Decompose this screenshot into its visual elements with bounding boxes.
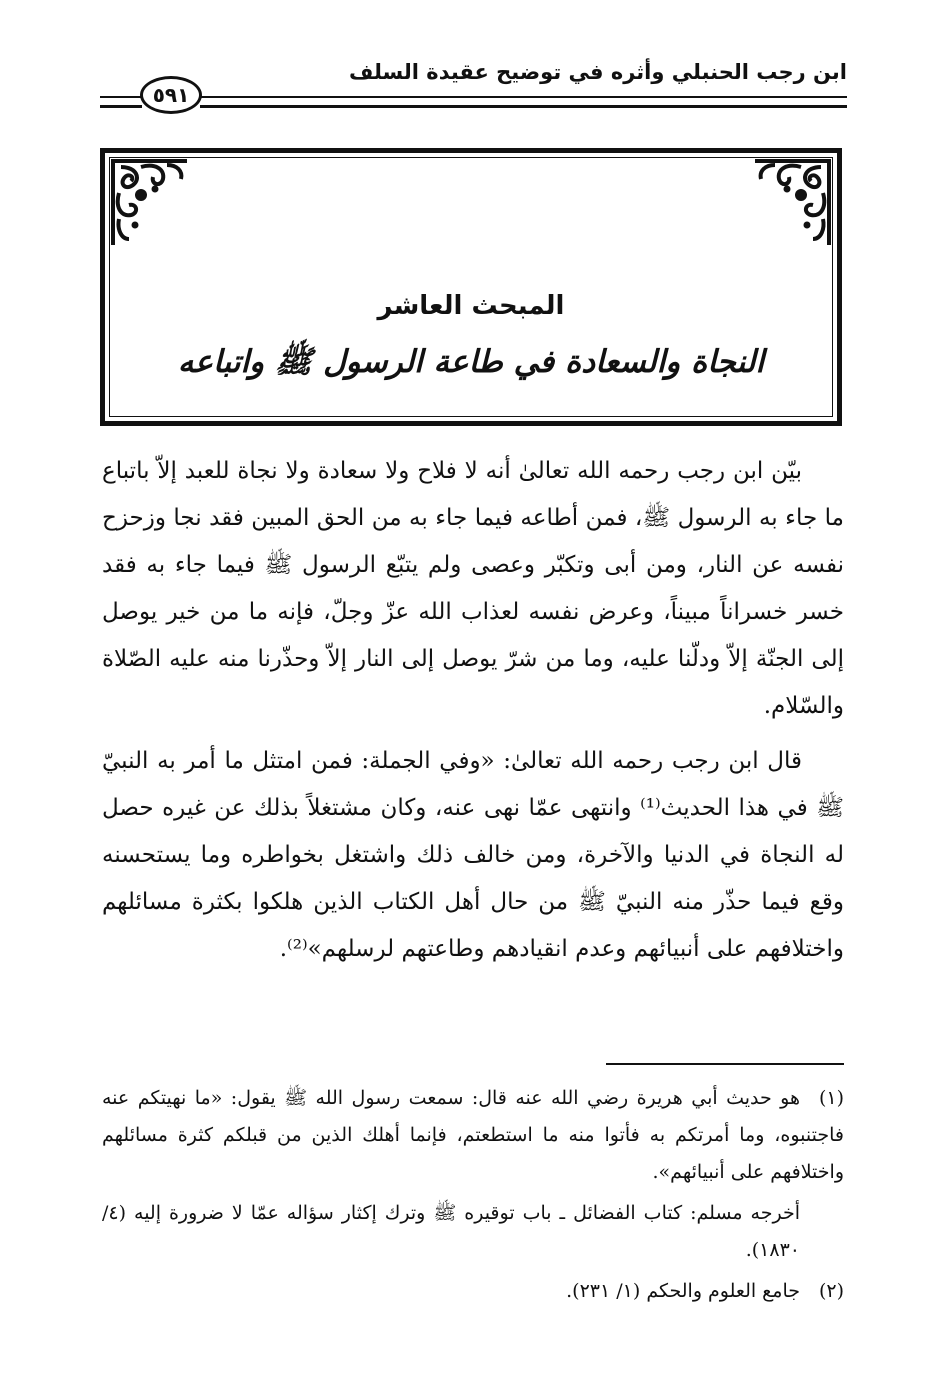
footnotes [102, 1080, 844, 1314]
corner-ornament-icon [755, 159, 831, 245]
footnote-separator [606, 1063, 844, 1065]
body-paragraph: قال ابن رجب رحمه الله تعالىٰ: «وفي الجملة: فمن امتثل ما أمر به النبيّ ﷺ في هذا الحديث⁽¹⁾ وانتهى عمّا نهى عنه، وكان مشتغلاً بذلك عن غيره حصل له النجاة في الدنيا والآخرة، ومن خالف ذلك واشتغل بخواطره وما يستحسنه وقع فيما حذّر منه النبيّ ﷺ من حال أهل الكتاب الذين هلكوا بكثرة مسائلهم واختلافهم على أنبيائهم وعدم انقيادهم وطاعتهم لرسلهم»⁽²⁾. [102, 748, 844, 962]
header-rule [200, 96, 847, 108]
page-number: ٥٩١ [140, 76, 202, 114]
footnote-1-source: أخرجه مسلم: كتاب الفضائل ـ باب توقيره ﷺ وترك إكثار سؤاله عمّا لا ضرورة إليه (٤/ ١٨٣٠). [102, 1202, 800, 1261]
footnote-number: (٢) [818, 1280, 844, 1302]
footnote-number: (١) [818, 1087, 844, 1109]
chapter-title: النجاة والسعادة في طاعة الرسول ﷺ واتباعه [177, 344, 765, 380]
section-label: المبحث العاشر [377, 291, 565, 321]
footnote-text: هو حديث أبي هريرة رضي الله عنه قال: سمعت رسول الله ﷺ يقول: «ما نهيتكم عنه فاجتنبوه، وما أمرتكم به فأتوا منه ما استطعتم، فإنما أهلك الذين من قبلكم كثرة مسائلهم واختلافهم على أنبيائهم». [102, 1087, 844, 1183]
footnote-text: جامع العلوم والحكم (١/ ٢٣١). [566, 1280, 800, 1302]
chapter-frame [100, 148, 842, 426]
corner-ornament-icon [111, 159, 187, 245]
footnote-2 [102, 1273, 844, 1310]
footnote-1 [102, 1080, 844, 1191]
body-paragraph: بيّن ابن رجب رحمه الله تعالىٰ أنه لا فلاح ولا سعادة ولا نجاة للعبد إلاّ باتباع ما جاء به الرسول ﷺ، فمن أطاعه فيما جاء به من الحق المبين فقد نجا وزحزح نفسه عن النار، ومن أبى وتكبّر وعصى ولم يتبّع الرسول ﷺ فيما جاء به فقد خسر خسراناً مبيناً، وعرض نفسه لعذاب الله عزّ وجلّ، فإنه ما من خير يوصل إلى الجنّة إلاّ ودلّنا عليه، وما من شرّ يوصل إلى النار إلاّ وحذّرنا منه عليه الصّلاة والسّلام. [102, 458, 844, 719]
body-text [102, 448, 844, 981]
header-rule-end [100, 96, 142, 108]
running-title: ابن رجب الحنبلي وأثره في توضيح عقيدة السلف [348, 60, 847, 84]
